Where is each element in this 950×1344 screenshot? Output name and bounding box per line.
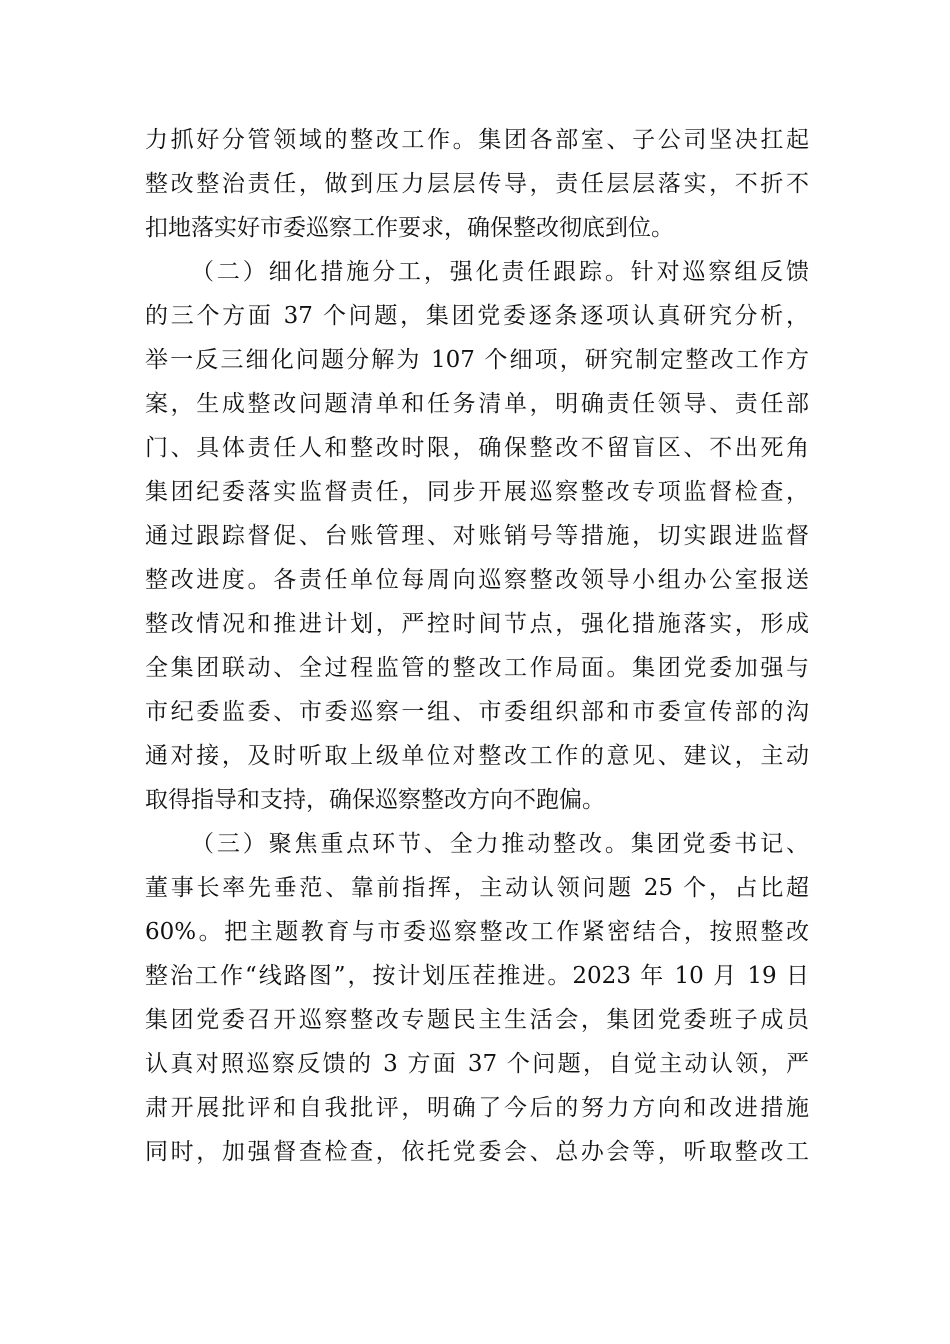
paragraph-2-line-3: 举一反三细化问题分解为 107 个细项，研究制定整改工作方 bbox=[145, 347, 809, 373]
paragraph-2-heading-line: （二）细化措施分工，强化责任跟踪。针对巡察组反馈 bbox=[191, 259, 809, 285]
paragraph-2-line-5: 门、具体责任人和整改时限，确保整改不留盲区、不出死角 bbox=[145, 435, 809, 461]
paragraph-2-line-6: 集团纪委落实监督责任，同步开展巡察整改专项监督检查， bbox=[145, 479, 809, 505]
paragraph-3-line-4: 整治工作“线路图”，按计划压茬推进。2023 年 10 月 19 日 bbox=[145, 963, 809, 989]
paragraph-2-line-12: 通对接，及时听取上级单位对整改工作的意见、建议，主动 bbox=[145, 743, 809, 769]
paragraph-2-line-10: 全集团联动、全过程监管的整改工作局面。集团党委加强与 bbox=[145, 655, 809, 681]
paragraph-3-heading-line: （三）聚焦重点环节、全力推动整改。集团党委书记、 bbox=[191, 831, 809, 857]
paragraph-2-line-8: 整改进度。各责任单位每周向巡察整改领导小组办公室报送 bbox=[145, 567, 809, 593]
paragraph-2-line-11: 市纪委监委、市委巡察一组、市委组织部和市委宣传部的沟 bbox=[145, 699, 809, 725]
paragraph-2-line-13: 取得指导和支持，确保巡察整改方向不跑偏。 bbox=[145, 787, 605, 813]
paragraph-3-line-5: 集团党委召开巡察整改专题民主生活会，集团党委班子成员 bbox=[145, 1007, 809, 1033]
paragraph-2-line-7: 通过跟踪督促、台账管理、对账销号等措施，切实跟进监督 bbox=[145, 523, 809, 549]
paragraph-1-line-3: 扣地落实好市委巡察工作要求，确保整改彻底到位。 bbox=[145, 215, 674, 241]
paragraph-1-line-2: 整改整治责任，做到压力层层传导，责任层层落实，不折不 bbox=[145, 171, 809, 197]
paragraph-3-line-2: 董事长率先垂范、靠前指挥，主动认领问题 25 个，占比超 bbox=[145, 875, 809, 901]
paragraph-3-line-6: 认真对照巡察反馈的 3 方面 37 个问题，自觉主动认领，严 bbox=[145, 1051, 809, 1077]
paragraph-2-line-9: 整改情况和推进计划，严控时间节点，强化措施落实，形成 bbox=[145, 611, 809, 637]
paragraph-3-line-3: 60%。把主题教育与市委巡察整改工作紧密结合，按照整改 bbox=[145, 919, 809, 945]
paragraph-1-line-1: 力抓好分管领域的整改工作。集团各部室、子公司坚决扛起 bbox=[145, 127, 809, 153]
paragraph-3-line-7: 肃开展批评和自我批评，明确了今后的努力方向和改进措施 bbox=[145, 1095, 809, 1121]
paragraph-3-line-8: 同时，加强督查检查，依托党委会、总办会等，听取整改工 bbox=[145, 1139, 809, 1165]
paragraph-2-line-2: 的三个方面 37 个问题，集团党委逐条逐项认真研究分析， bbox=[145, 303, 809, 329]
paragraph-2-line-4: 案，生成整改问题清单和任务清单，明确责任领导、责任部 bbox=[145, 391, 809, 417]
